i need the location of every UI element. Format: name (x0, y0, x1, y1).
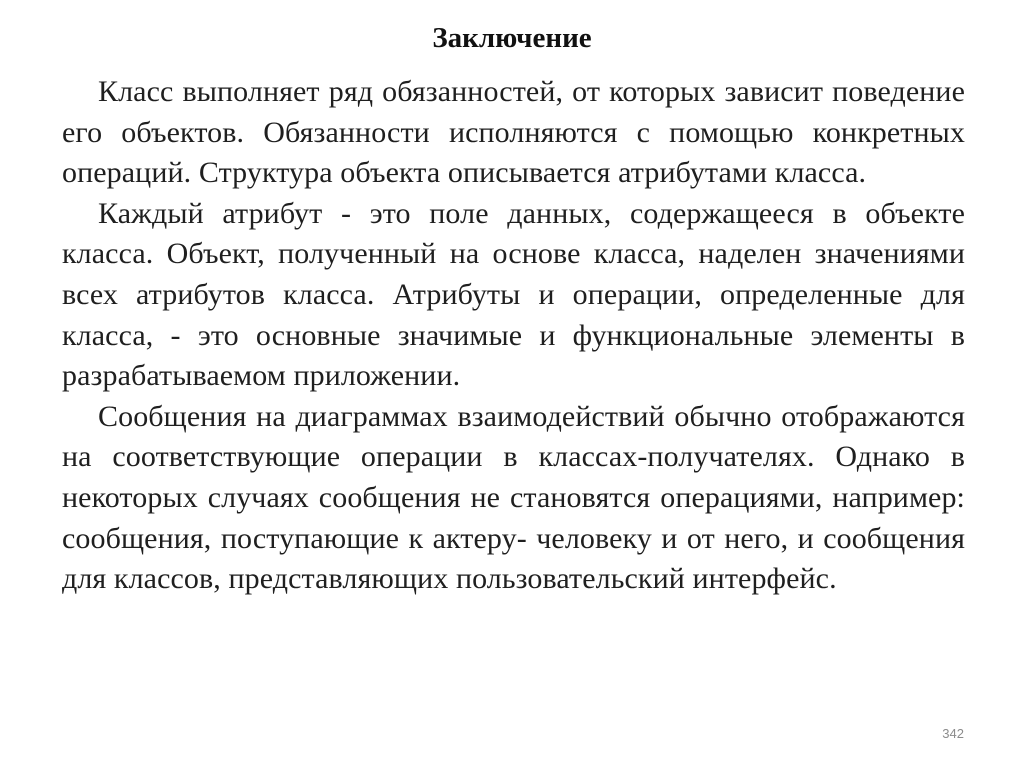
paragraph-attributes: Каждый атрибут - это поле данных, содержащееся в объекте класса. Объект, полученный на основе класса, наделен значениями всех атрибутов класса. Атрибуты и операции, определенные для класса, - это основные значимые и функциональные элементы в разрабатываемом приложении. (62, 196, 965, 393)
page-number: 342 (942, 726, 964, 741)
slide-title: Заключение (432, 22, 592, 54)
paragraph-messages: Сообщения на диаграммах взаимодействий обычно отображаются на соответствующие операции в классах-получателях. Однако в некоторых случаях сообщения не становятся операциями, например: сообщения, поступающие к актеру- человеку и от него, и сообщения для классов, представляющих пользовательский интерфейс. (62, 399, 965, 596)
paragraph-responsibilities: Класс выполняет ряд обязанностей, от которых зависит поведение его объектов. Обязанности исполняются с помощью конкретных операций. Структура объекта описывается атрибутами класса. (62, 75, 965, 190)
slide-body (62, 72, 965, 600)
